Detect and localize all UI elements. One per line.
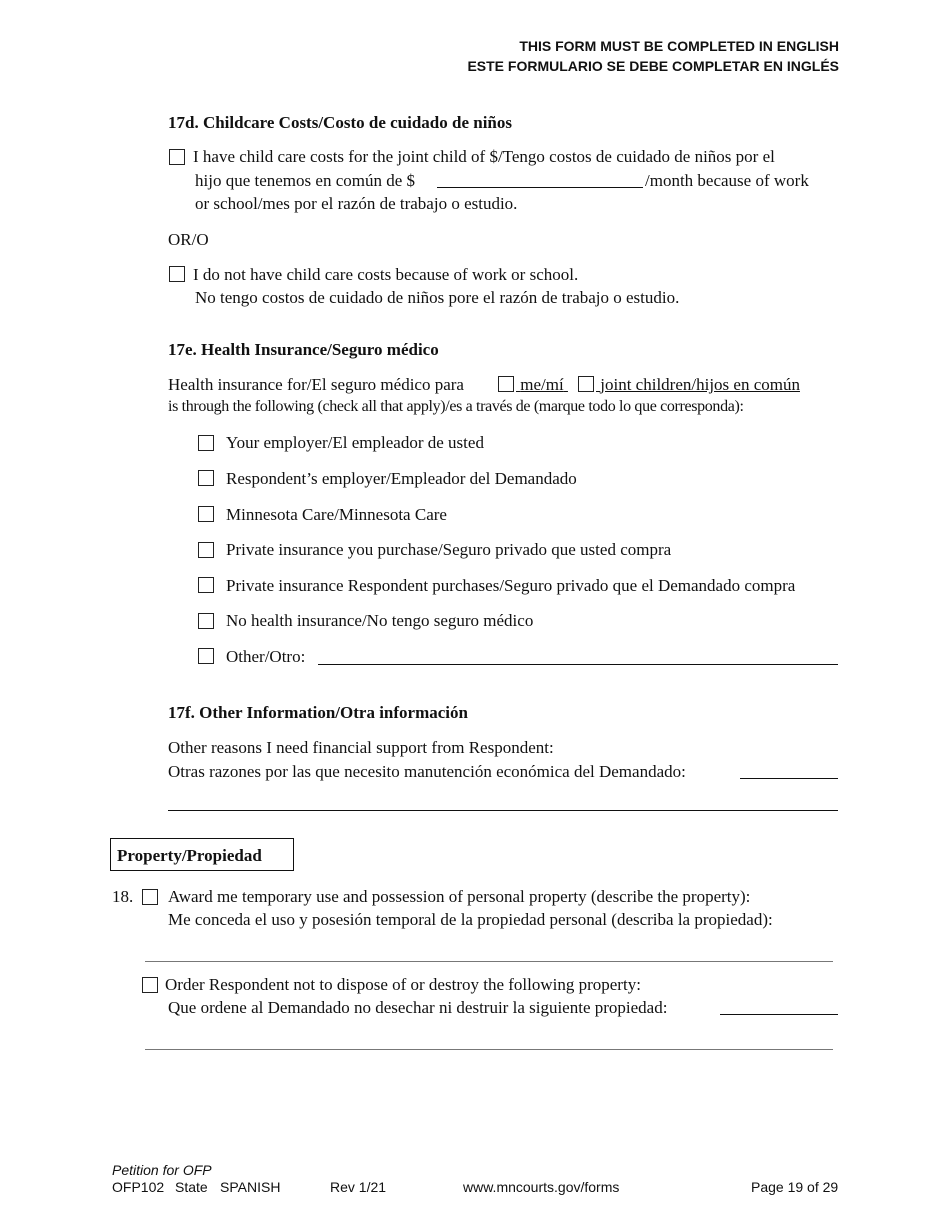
childcare-costs-line3: or school/mes por el razón de trabajo o estudio. [195, 194, 518, 213]
award-property-checkbox[interactable] [142, 889, 158, 905]
childcare-amount-field[interactable] [437, 187, 643, 188]
insurance-option-label: Private insurance you purchase/Seguro privado que usted compra [226, 540, 672, 559]
insurance-other-checkbox[interactable] [198, 648, 214, 664]
protect-property-field-line2[interactable] [145, 1049, 833, 1050]
other-info-line2: Otras razones por las que necesito manutención económica del Demandado: [168, 762, 686, 781]
insurance-option-checkbox[interactable] [198, 435, 214, 451]
footer-url: www.mncourts.gov/forms [463, 1179, 620, 1195]
other-info-field[interactable] [740, 778, 838, 779]
insurance-other-label: Other/Otro: [226, 647, 306, 666]
insurance-option-label: Minnesota Care/Minnesota Care [226, 505, 447, 524]
award-property-field[interactable] [145, 961, 833, 962]
insurance-option-checkbox[interactable] [198, 506, 214, 522]
insurance-joint-children-checkbox[interactable] [578, 376, 594, 392]
header-english-notice: THIS FORM MUST BE COMPLETED IN ENGLISH [519, 38, 839, 54]
insurance-option-checkbox[interactable] [198, 470, 214, 486]
property-heading: Property/Propiedad [117, 846, 262, 865]
insurance-option-label: Your employer/El empleador de usted [226, 433, 484, 452]
other-info-line1: Other reasons I need financial support from Respondent: [168, 738, 554, 757]
item-number: 18. [112, 887, 134, 906]
protect-property-field[interactable] [720, 1014, 838, 1015]
footer-language: SPANISH [220, 1179, 281, 1195]
insurance-option-checkbox[interactable] [198, 542, 214, 558]
award-property-line1: Award me temporary use and possession of personal property (describe the property): [168, 887, 751, 906]
protect-property-line2: Que ordene al Demandado no desechar ni destruir la siguiente propiedad: [168, 998, 668, 1017]
insurance-option-label: Private insurance Respondent purchases/Seguro privado que el Demandado compra [226, 576, 796, 595]
section-17d-title: 17d. Childcare Costs/Costo de cuidado de niños [168, 113, 512, 132]
childcare-costs-line1: I have child care costs for the joint child of $/Tengo costos de cuidado de niños por el [193, 147, 775, 166]
childcare-costs-line2a: hijo que tenemos en común de $ [195, 171, 416, 190]
no-childcare-costs-checkbox[interactable] [169, 266, 185, 282]
no-childcare-line1: I do not have child care costs because of work or school. [193, 265, 579, 284]
insurance-me-label: me/mí [520, 375, 564, 394]
no-childcare-line2: No tengo costos de cuidado de niños pore el razón de trabajo o estudio. [195, 288, 680, 307]
health-insurance-intro-line2: is through the following (check all that apply)/es a través de (marque todo lo que corresponda): [168, 398, 744, 415]
footer-form-number: OFP102 [112, 1179, 165, 1195]
childcare-costs-checkbox[interactable] [169, 149, 185, 165]
or-label: OR/O [168, 230, 209, 249]
footer-page-number: Page 19 of 29 [751, 1179, 839, 1195]
insurance-option-label: Respondent’s employer/Empleador del Demandado [226, 469, 577, 488]
header-spanish-notice: ESTE FORMULARIO SE DEBE COMPLETAR EN INGLÉS [467, 58, 839, 74]
health-insurance-intro: Health insurance for/El seguro médico para [168, 375, 464, 394]
other-info-field-line2[interactable] [168, 810, 838, 811]
footer-revision: Rev 1/21 [330, 1179, 387, 1195]
footer-form-title: Petition for OFP [112, 1162, 212, 1178]
award-property-line2: Me conceda el uso y posesión temporal de la propiedad personal (describa la propiedad): [168, 910, 773, 929]
protect-property-checkbox[interactable] [142, 977, 158, 993]
footer-state: State [175, 1179, 208, 1195]
insurance-option-checkbox[interactable] [198, 613, 214, 629]
insurance-other-field[interactable] [318, 664, 838, 665]
section-17e-title: 17e. Health Insurance/Seguro médico [168, 340, 439, 359]
protect-property-line1: Order Respondent not to dispose of or destroy the following property: [165, 975, 641, 994]
childcare-costs-line2b: /month because of work [645, 171, 809, 190]
insurance-option-checkbox[interactable] [198, 577, 214, 593]
insurance-me-checkbox[interactable] [498, 376, 514, 392]
insurance-option-label: No health insurance/No tengo seguro médico [226, 611, 534, 630]
insurance-joint-children-label: joint children/hijos en común [600, 375, 800, 394]
section-17f-title: 17f. Other Information/Otra información [168, 703, 468, 722]
